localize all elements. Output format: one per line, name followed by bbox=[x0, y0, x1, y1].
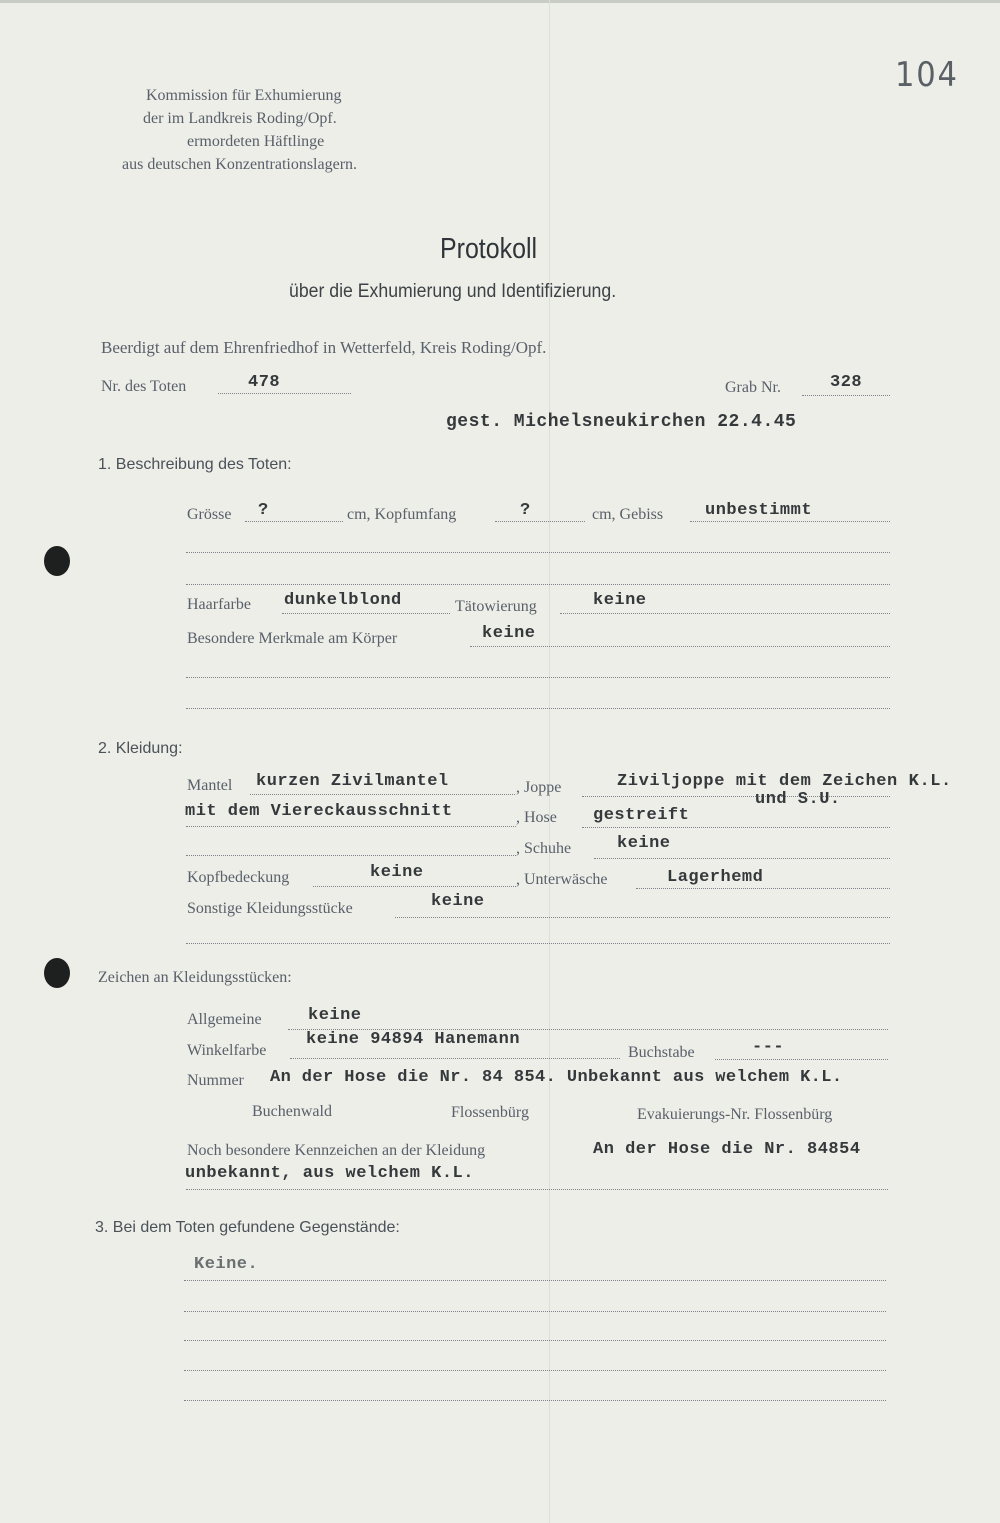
allgemeine-label: Allgemeine bbox=[187, 1011, 262, 1028]
death-note: gest. Michelsneukirchen 22.4.45 bbox=[446, 412, 797, 432]
section-1-heading: 1. Beschreibung des Toten: bbox=[98, 456, 292, 473]
page-title: Protokoll bbox=[440, 233, 538, 265]
groesse-line bbox=[245, 521, 343, 522]
nummer-label: Nummer bbox=[187, 1072, 244, 1089]
grab-nr-value: 328 bbox=[830, 373, 863, 392]
haarfarbe-value: dunkelblond bbox=[284, 591, 402, 610]
commission-line-1: Kommission für Exhumierung bbox=[146, 87, 342, 104]
kopfbedeckung-label: Kopfbedeckung bbox=[187, 869, 290, 886]
commission-line-4: aus deutschen Konzentrationslagern. bbox=[122, 156, 358, 173]
merkmale-value: keine bbox=[482, 624, 536, 643]
kopfumfang-label: cm, Kopfumfang bbox=[347, 506, 457, 523]
sonstige-line bbox=[395, 917, 890, 918]
gebiss-value: unbestimmt bbox=[705, 501, 813, 520]
evakuierungs-label: Evakuierungs-Nr. Flossenbürg bbox=[637, 1106, 833, 1123]
schuhe-value: keine bbox=[617, 834, 671, 853]
page-number: 104 bbox=[895, 55, 959, 95]
page-fold bbox=[549, 0, 550, 1523]
sonstige-value: keine bbox=[431, 892, 485, 911]
allgemeine-value: keine bbox=[308, 1006, 362, 1025]
unterwaesche-value: Lagerhemd bbox=[667, 868, 764, 887]
kopfumfang-line bbox=[495, 521, 585, 522]
blank-line bbox=[184, 1340, 886, 1341]
punch-hole bbox=[44, 546, 70, 576]
joppe-value-2: und S.U. bbox=[755, 790, 841, 809]
unterwaesche-label: , Unterwäsche bbox=[516, 871, 608, 888]
zeichen-heading: Zeichen an Kleidungsstücken: bbox=[98, 969, 292, 986]
blank-line bbox=[186, 584, 890, 585]
mantel-value-2: mit dem Viereckausschnitt bbox=[185, 802, 453, 821]
noch-value-2: unbekannt, aus welchem K.L. bbox=[185, 1164, 474, 1183]
taetowierung-value: keine bbox=[593, 591, 647, 610]
blank-line bbox=[184, 1280, 886, 1281]
buchstabe-value: --- bbox=[752, 1038, 785, 1057]
merkmale-line bbox=[470, 646, 890, 647]
hose-line bbox=[582, 827, 890, 828]
section-3-value: Keine. bbox=[194, 1255, 259, 1274]
blank-line bbox=[186, 708, 890, 709]
groesse-value: ? bbox=[258, 501, 269, 520]
flossenbuerg-label: Flossenbürg bbox=[451, 1104, 529, 1121]
buchstabe-label: Buchstabe bbox=[628, 1044, 695, 1061]
blank-line bbox=[184, 1311, 886, 1312]
unterwaesche-line bbox=[636, 888, 890, 889]
noch-value: An der Hose die Nr. 84854 bbox=[593, 1140, 861, 1159]
commission-line-2: der im Landkreis Roding/Opf. bbox=[143, 110, 337, 127]
punch-hole bbox=[44, 958, 70, 988]
nummer-value: An der Hose die Nr. 84 854. Unbekannt aus welchem K.L. bbox=[270, 1068, 843, 1087]
blank-line bbox=[186, 943, 890, 944]
joppe-label: , Joppe bbox=[516, 779, 562, 796]
page-subtitle: über die Exhumierung und Identifizierung. bbox=[289, 281, 617, 302]
page-edge bbox=[0, 0, 1000, 3]
mantel-label: Mantel bbox=[187, 777, 233, 794]
hose-value: gestreift bbox=[593, 806, 690, 825]
winkelfarbe-line bbox=[290, 1058, 620, 1059]
kopfumfang-value: ? bbox=[520, 501, 531, 520]
schuhe-label: , Schuhe bbox=[516, 840, 572, 857]
kopfbedeckung-line bbox=[313, 886, 516, 887]
haarfarbe-line bbox=[282, 613, 450, 614]
schuhe-line bbox=[594, 858, 890, 859]
groesse-label: Grösse bbox=[187, 506, 232, 523]
winkelfarbe-value: keine 94894 Hanemann bbox=[306, 1030, 521, 1049]
burial-line: Beerdigt auf dem Ehrenfriedhof in Wetterfeld, Kreis Roding/Opf. bbox=[101, 338, 547, 357]
joppe-value: Ziviljoppe mit dem Zeichen K.L. bbox=[617, 772, 952, 791]
mantel-line bbox=[250, 794, 515, 795]
mantel-value: kurzen Zivilmantel bbox=[256, 772, 449, 791]
gebiss-label: cm, Gebiss bbox=[592, 506, 664, 523]
section-3-heading: 3. Bei dem Toten gefundene Gegenstände: bbox=[95, 1219, 400, 1236]
buchstabe-line bbox=[715, 1059, 888, 1060]
merkmale-label: Besondere Merkmale am Körper bbox=[187, 630, 398, 647]
nr-toten-value: 478 bbox=[248, 373, 281, 392]
blank-line bbox=[184, 1400, 886, 1401]
blank-line bbox=[186, 552, 890, 553]
buchenwald-label: Buchenwald bbox=[252, 1103, 332, 1120]
noch-line bbox=[186, 1189, 888, 1190]
blank-line bbox=[186, 677, 890, 678]
blank-line bbox=[186, 855, 516, 856]
haarfarbe-label: Haarfarbe bbox=[187, 596, 251, 613]
blank-line bbox=[184, 1370, 886, 1371]
nr-toten-line bbox=[218, 393, 351, 394]
joppe-line bbox=[582, 796, 890, 797]
grab-nr-line bbox=[802, 395, 890, 396]
noch-label: Noch besondere Kennzeichen an der Kleidung bbox=[187, 1142, 486, 1159]
grab-nr-label: Grab Nr. bbox=[725, 379, 781, 396]
kopfbedeckung-value: keine bbox=[370, 863, 424, 882]
sonstige-label: Sonstige Kleidungsstücke bbox=[187, 900, 353, 917]
mantel-line-2 bbox=[186, 826, 516, 827]
commission-line-3: ermordeten Häftlinge bbox=[187, 133, 325, 150]
taetowierung-label: Tätowierung bbox=[455, 598, 537, 615]
section-2-heading: 2. Kleidung: bbox=[98, 740, 183, 757]
winkelfarbe-label: Winkelfarbe bbox=[187, 1042, 267, 1059]
hose-label: , Hose bbox=[516, 809, 557, 826]
nr-toten-label: Nr. des Toten bbox=[101, 378, 187, 395]
taetowierung-line bbox=[560, 613, 890, 614]
gebiss-line bbox=[690, 521, 890, 522]
